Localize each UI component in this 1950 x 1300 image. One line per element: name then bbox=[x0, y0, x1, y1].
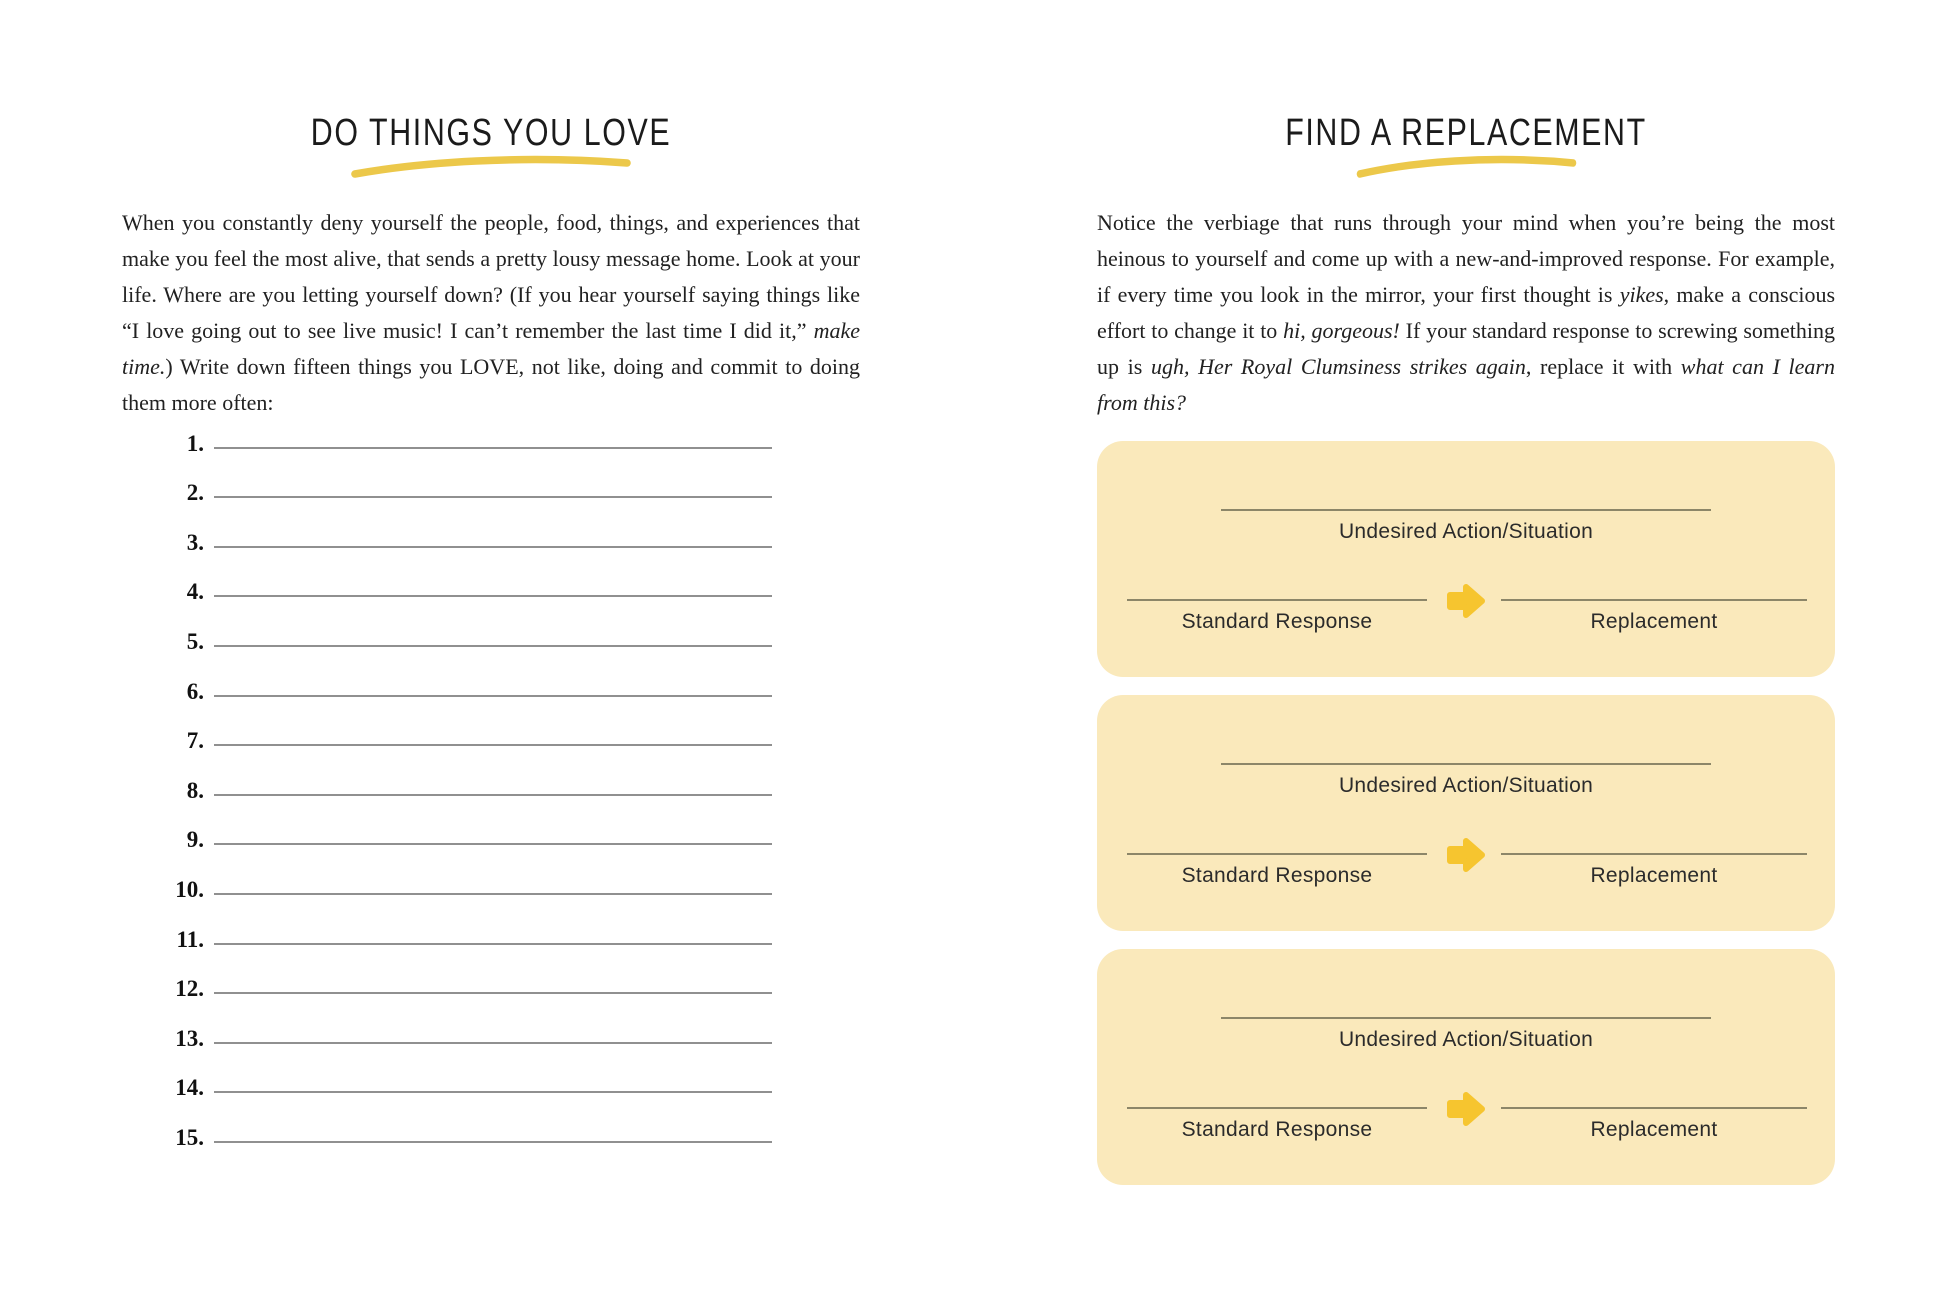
blank-write-line bbox=[214, 496, 772, 498]
list-number: 5. bbox=[186, 628, 204, 654]
undesired-field bbox=[1221, 763, 1711, 799]
replacement-label: Replacement bbox=[1590, 864, 1718, 887]
replacement-boxes bbox=[1097, 441, 1835, 1185]
standard-response-field bbox=[1127, 599, 1427, 635]
list-item bbox=[122, 1116, 772, 1166]
list-item bbox=[122, 720, 772, 770]
list-item bbox=[122, 472, 772, 522]
blank-write-line bbox=[214, 794, 772, 796]
blank-write-line bbox=[214, 447, 772, 449]
list-number: 11. bbox=[176, 926, 204, 952]
blank-write-line bbox=[214, 1091, 772, 1093]
list-number: 1. bbox=[186, 430, 204, 456]
blank-write-line bbox=[1501, 599, 1807, 601]
standard-response-label: Standard Response bbox=[1181, 1118, 1373, 1141]
list-item bbox=[122, 868, 772, 918]
paragraph-segment: If your standard response to screwing something up is bbox=[1097, 318, 1836, 379]
replacement-field bbox=[1501, 853, 1807, 889]
intro-paragraph-left bbox=[122, 205, 860, 421]
undesired-label: Undesired Action/Situation bbox=[1338, 520, 1594, 543]
list-number: 6. bbox=[186, 678, 204, 704]
list-number: 13. bbox=[175, 1025, 204, 1051]
undesired-label: Undesired Action/Situation bbox=[1338, 774, 1594, 797]
blank-write-line bbox=[1501, 853, 1807, 855]
paragraph-segment: , make a conscious effort to change it to bbox=[1097, 282, 1836, 343]
replacement-label: Replacement bbox=[1590, 610, 1718, 633]
blank-write-line bbox=[1221, 1017, 1711, 1019]
list-item bbox=[122, 521, 772, 571]
left-page bbox=[122, 112, 860, 1166]
undesired-field bbox=[1221, 1017, 1711, 1053]
right-arrow-icon bbox=[1444, 1089, 1488, 1129]
blank-write-line bbox=[214, 645, 772, 647]
right-page bbox=[1097, 112, 1835, 1185]
undesired-label: Undesired Action/Situation bbox=[1338, 1028, 1594, 1051]
replacement-field bbox=[1501, 1107, 1807, 1143]
italic-segment: what can I learn from this? bbox=[1097, 354, 1835, 415]
underline-swoosh-icon bbox=[1355, 153, 1578, 179]
blank-write-line bbox=[1501, 1107, 1807, 1109]
blank-write-line bbox=[1221, 509, 1711, 511]
numbered-blank-list bbox=[122, 422, 772, 1166]
list-item bbox=[122, 819, 772, 869]
replacement-box bbox=[1097, 441, 1835, 677]
blank-write-line bbox=[214, 843, 772, 845]
list-item bbox=[122, 670, 772, 720]
list-number: 7. bbox=[186, 728, 204, 754]
right-arrow-icon bbox=[1444, 835, 1488, 875]
paragraph-segment: , replace it with bbox=[1525, 354, 1681, 379]
intro-paragraph-right bbox=[1097, 205, 1835, 421]
blank-write-line bbox=[214, 695, 772, 697]
page-title-left: DO THINGS YOU LOVE bbox=[310, 112, 672, 154]
paragraph-segment: ) Write down fifteen things you LOVE, not like, doing and commit to doing them more often: bbox=[122, 354, 860, 415]
list-item bbox=[122, 620, 772, 670]
paragraph-segment: Notice the verbiage that runs through your mind when you’re being the most heinous to yourself and come up with a new-and-improved response. For example, if every time you look in the mirror, your first thought is bbox=[1097, 210, 1835, 307]
list-item bbox=[122, 918, 772, 968]
list-item bbox=[122, 968, 772, 1018]
replacement-box bbox=[1097, 695, 1835, 931]
list-number: 4. bbox=[186, 579, 204, 605]
italic-segment: yikes bbox=[1619, 282, 1664, 307]
italic-segment: ugh, Her Royal Clumsiness strikes again bbox=[1150, 354, 1526, 379]
blank-write-line bbox=[214, 1042, 772, 1044]
list-number: 10. bbox=[175, 876, 204, 902]
list-number: 12. bbox=[175, 976, 204, 1002]
list-item bbox=[122, 422, 772, 472]
undesired-field bbox=[1221, 509, 1711, 545]
list-number: 3. bbox=[186, 529, 204, 555]
list-number: 14. bbox=[175, 1075, 204, 1101]
list-number: 2. bbox=[186, 480, 204, 506]
list-number: 8. bbox=[186, 777, 204, 803]
blank-write-line bbox=[214, 1141, 772, 1143]
blank-write-line bbox=[214, 943, 772, 945]
list-item bbox=[122, 1067, 772, 1117]
blank-write-line bbox=[214, 744, 772, 746]
blank-write-line bbox=[214, 595, 772, 597]
blank-write-line bbox=[214, 893, 772, 895]
standard-response-field bbox=[1127, 1107, 1427, 1143]
italic-segment: hi, gorgeous! bbox=[1283, 318, 1400, 343]
list-number: 15. bbox=[175, 1124, 204, 1150]
list-number: 9. bbox=[186, 827, 204, 853]
list-item bbox=[122, 769, 772, 819]
replacement-label: Replacement bbox=[1590, 1118, 1718, 1141]
list-item bbox=[122, 1017, 772, 1067]
right-arrow-icon bbox=[1444, 581, 1488, 621]
blank-write-line bbox=[1221, 763, 1711, 765]
blank-write-line bbox=[214, 546, 772, 548]
italic-segment: make time. bbox=[122, 318, 860, 379]
underline-swoosh-icon bbox=[349, 153, 633, 179]
replacement-box bbox=[1097, 949, 1835, 1185]
blank-write-line bbox=[214, 992, 772, 994]
paragraph-segment: When you constantly deny yourself the people, food, things, and experiences that make you feel the most alive, that sends a pretty lousy message home. Look at your life. Where are you letting yourself down? (If you hear yourself saying things like “I love going out to see live music! I can’t remember the last time I did it,” bbox=[122, 210, 860, 343]
blank-write-line bbox=[1127, 853, 1427, 855]
standard-response-label: Standard Response bbox=[1181, 610, 1373, 633]
standard-response-field bbox=[1127, 853, 1427, 889]
replacement-field bbox=[1501, 599, 1807, 635]
list-item bbox=[122, 571, 772, 621]
blank-write-line bbox=[1127, 599, 1427, 601]
blank-write-line bbox=[1127, 1107, 1427, 1109]
page-title-right: FIND A REPLACEMENT bbox=[1285, 112, 1647, 154]
standard-response-label: Standard Response bbox=[1181, 864, 1373, 887]
